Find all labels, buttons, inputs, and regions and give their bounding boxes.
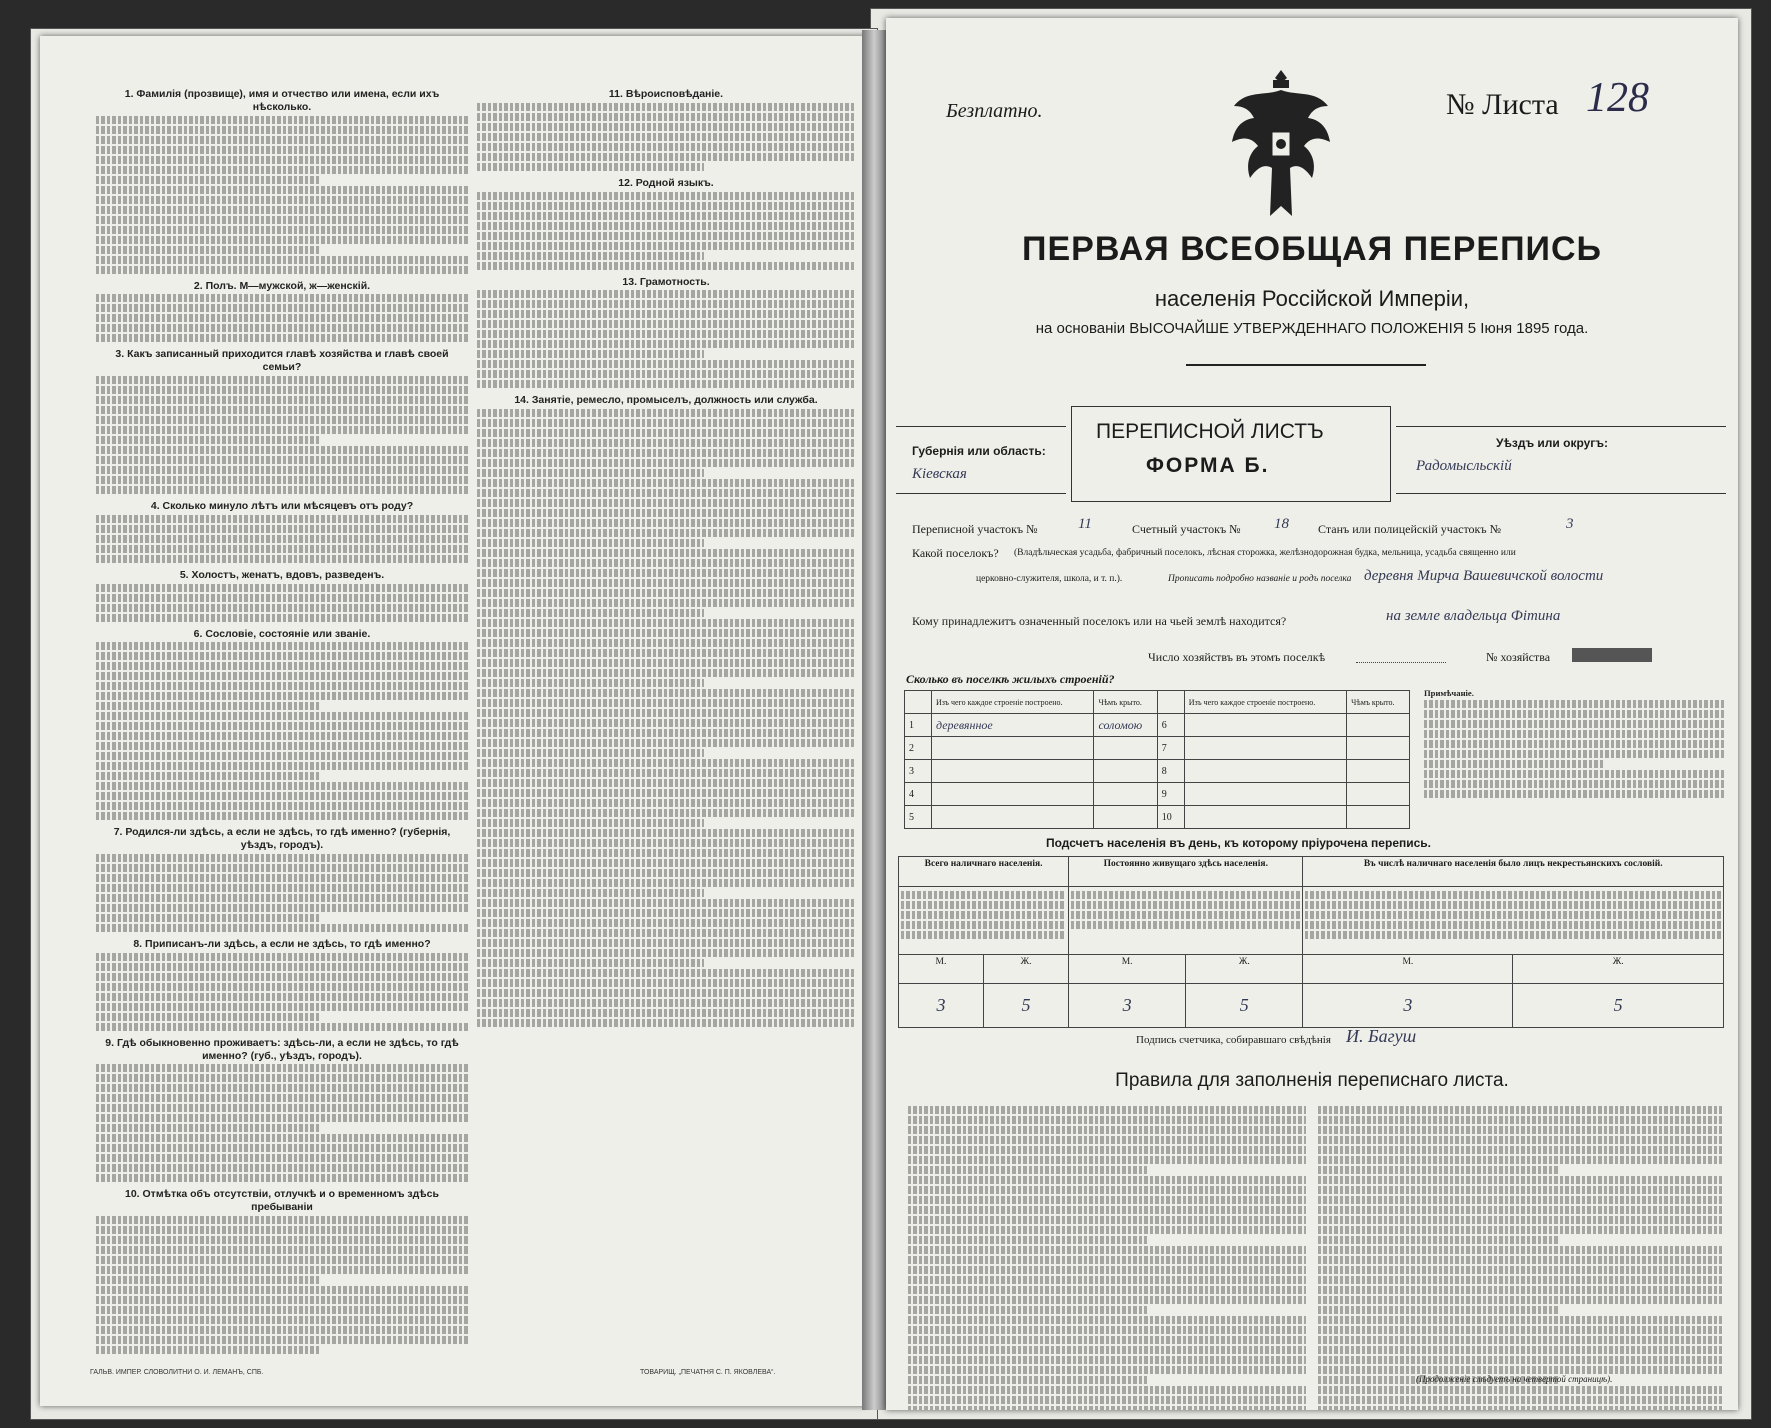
- note-column: [1424, 688, 1724, 800]
- households-label: Число хозяйствъ въ этомъ поселкѣ: [1148, 650, 1326, 664]
- right-page: [886, 18, 1738, 1410]
- pop-value: 5: [983, 984, 1068, 1028]
- note-title: Примѣчаніе.: [1424, 688, 1474, 698]
- buildings-header: Чѣмъ крыто.: [1094, 691, 1157, 714]
- section-heading: 11. Вѣроисповѣданіе.: [608, 88, 724, 100]
- rules-title: Правила для заполненія переписнаго листа.: [1115, 1070, 1509, 1091]
- census-district-value: 11: [1078, 516, 1092, 532]
- guberniya-value: Кіевская: [912, 466, 967, 482]
- printer-footer-left: ГАЛЬВ. ИМПЕР. СЛОВОЛИТНИ О. И. ЛЕМАНЪ, СПБ.: [90, 1369, 264, 1376]
- buildings-body: [905, 714, 1410, 829]
- building-cell: [1094, 806, 1157, 829]
- section-body: [96, 1216, 468, 1354]
- pop-header-non-peasant: Въ числѣ наличнаго населенія было лицъ некрестьянскихъ сословій.: [1303, 857, 1724, 887]
- settlement-hint: (Владѣльческая усадьба, фабричный поселокъ, лѣсная сторожка, желѣзнодорожная будка, мельница, усадьба священно или: [1014, 548, 1516, 558]
- household-no-redacted: [1572, 648, 1652, 662]
- section-body: [96, 116, 468, 274]
- section-body: [96, 1064, 468, 1182]
- building-row: [905, 737, 1410, 760]
- section-body: [96, 376, 468, 494]
- section-body: [477, 103, 855, 171]
- title-divider: [1186, 364, 1426, 366]
- building-cell: 2: [905, 737, 932, 760]
- left-column-2: [477, 82, 855, 1029]
- building-cell: 7: [1157, 737, 1184, 760]
- form-title: ПЕРЕПИСНОЙ ЛИСТЪ: [1096, 420, 1324, 443]
- printer-footer-right: ТОВАРИЩ. „ПЕЧАТНЯ С. П. ЯКОВЛЕВА“.: [640, 1369, 776, 1376]
- settlement-hint-2: церковно-служителя, школа, и т. п.).: [976, 574, 1123, 584]
- section-body: [96, 584, 468, 622]
- section-body: [477, 409, 855, 1027]
- sheet-number-handwritten: 128: [1586, 75, 1649, 121]
- building-row: [905, 714, 1410, 737]
- header-box: [896, 406, 1728, 502]
- pop-sex-label: Ж.: [1186, 954, 1303, 984]
- section-heading: 7. Родился-ли здѣсь, а если не здѣсь, то гдѣ именно? (губернія, уѣздъ, городъ).: [113, 826, 451, 852]
- pop-value: 3: [1303, 984, 1513, 1028]
- building-cell: [1094, 737, 1157, 760]
- census-subtitle: населенія Россійской Имперіи,: [1154, 286, 1470, 311]
- census-basis: на основаніи ВЫСОЧАЙШЕ УТВЕРЖДЕННАГО ПОЛОЖЕНІЯ 5 Іюня 1895 года.: [1035, 320, 1589, 337]
- building-cell: [932, 737, 1094, 760]
- pop-header-permanent: Постоянно живущаго здѣсь населенія.: [1069, 857, 1303, 887]
- owner-label: Кому принадлежитъ означенный поселокъ или на чьей землѣ находится?: [912, 614, 1287, 628]
- population-table: [898, 856, 1724, 1028]
- section-heading: 13. Грамотность.: [622, 275, 710, 288]
- buildings-title: Сколько въ поселкѣ жилыхъ строеній?: [906, 672, 1115, 686]
- section-heading: 6. Сословіе, состояніе или званіе.: [193, 627, 371, 640]
- pop-value: 3: [899, 984, 984, 1028]
- owner-value: на земле владельца Фітина: [1386, 608, 1561, 624]
- pop-header-total: Всего наличнаго населенія.: [899, 857, 1069, 887]
- population-sex-row: [899, 954, 1724, 984]
- section-body: [96, 515, 468, 563]
- building-cell: 3: [905, 760, 932, 783]
- pop-value: 5: [1186, 984, 1303, 1028]
- buildings-header: Изъ чего каждое строеніе построено.: [1184, 691, 1346, 714]
- free-label: Безплатно.: [946, 100, 1043, 122]
- section-body: [96, 294, 468, 342]
- pop-sex-label: М.: [1069, 954, 1186, 984]
- building-cell: 5: [905, 806, 932, 829]
- building-cell: 6: [1157, 714, 1184, 737]
- household-no-label: № хозяйства: [1486, 650, 1551, 664]
- households-field: [1356, 662, 1446, 663]
- pop-sex-label: Ж.: [1513, 954, 1724, 984]
- sheet-number-label: № Листа: [1446, 88, 1559, 121]
- pop-sex-label: Ж.: [983, 954, 1068, 984]
- population-header-row: [899, 857, 1724, 887]
- building-cell: 10: [1157, 806, 1184, 829]
- section-heading: 4. Сколько минуло лѣтъ или мѣсяцевъ отъ роду?: [150, 499, 414, 512]
- section-heading: 9. Гдѣ обыкновенно проживаетъ: здѣсь-ли, а если не здѣсь, то гдѣ именно? (губ., уѣздъ, городъ).: [105, 1036, 459, 1062]
- uezd-value: Радомысльскій: [1416, 458, 1512, 474]
- building-cell: [932, 760, 1094, 783]
- settlement-value: деревня Мирча Вашевичской волости: [1364, 568, 1604, 584]
- stan-label: Станъ или полицейскій участокъ №: [1318, 522, 1502, 536]
- signature-label: Подпись счетчика, собиравшаго свѣдѣнія: [1136, 1034, 1331, 1046]
- building-cell: 1: [905, 714, 932, 737]
- section-heading: 2. Полъ. М—мужской, ж—женскій.: [193, 279, 371, 292]
- guberniya-label: Губернія или область:: [912, 444, 1046, 458]
- building-row: [905, 806, 1410, 829]
- building-cell: 4: [905, 783, 932, 806]
- left-column-1: [96, 82, 468, 1356]
- uezd-label: Уѣздъ или округъ:: [1496, 436, 1609, 450]
- section-body: [477, 192, 855, 270]
- section-heading: 14. Занятіе, ремесло, промыселъ, должность или служба.: [514, 394, 818, 407]
- rules-column-2: [1318, 1104, 1722, 1410]
- buildings-header: Изъ чего каждое строеніе построено.: [932, 691, 1094, 714]
- section-heading: 1. Фамилія (прозвище), имя и отчество или имена, если ихъ нѣсколько.: [124, 88, 440, 113]
- pop-sex-label: М.: [1303, 954, 1513, 984]
- section-heading: 3. Какъ записанный приходится главѣ хозяйства и главѣ своей семьи?: [115, 348, 449, 374]
- building-row: [905, 760, 1410, 783]
- building-row: [905, 783, 1410, 806]
- signature-value: И. Багуш: [1346, 1026, 1417, 1046]
- buildings-header-row: [905, 691, 1410, 714]
- buildings-header: Чѣмъ крыто.: [1347, 691, 1410, 714]
- section-heading: 8. Приписанъ-ли здѣсь, а если не здѣсь, то гдѣ именно?: [133, 937, 431, 950]
- population-values-row: [899, 984, 1724, 1028]
- buildings-table: [904, 690, 1410, 829]
- building-cell: 8: [1157, 760, 1184, 783]
- building-cell: 9: [1157, 783, 1184, 806]
- building-cell: соломою: [1094, 714, 1157, 737]
- rules-continued: (Продолженіе слѣдуетъ на четвертой страницѣ).: [1416, 1374, 1613, 1384]
- pop-value: 3: [1069, 984, 1186, 1028]
- pop-sex-label: М.: [899, 954, 984, 984]
- count-district-label: Счетный участокъ №: [1132, 522, 1241, 536]
- section-heading: 5. Холостъ, женатъ, вдовъ, разведенъ.: [179, 568, 385, 581]
- section-heading: 10. Отмѣтка объ отсутствіи, отлучкѣ и о временномъ здѣсь пребываніи: [125, 1188, 439, 1214]
- guberniya-box: [896, 426, 1066, 494]
- rules-column-1: [908, 1104, 1306, 1410]
- building-cell: [1094, 760, 1157, 783]
- settlement-label: Какой поселокъ?: [912, 546, 999, 560]
- form-subtitle: ФОРМА Б.: [1146, 454, 1270, 477]
- pop-value: 5: [1513, 984, 1724, 1028]
- settlement-hint-3: Прописать подробно названіе и родъ поселка: [1168, 574, 1352, 584]
- section-heading: 12. Родной языкъ.: [618, 176, 714, 189]
- census-title: ПЕРВАЯ ВСЕОБЩАЯ ПЕРЕПИСЬ: [1022, 230, 1602, 268]
- stan-value: 3: [1566, 516, 1574, 532]
- section-body: [477, 290, 855, 388]
- double-headed-eagle-emblem: [1226, 66, 1336, 226]
- section-body: [96, 854, 468, 932]
- left-page: [40, 36, 868, 1406]
- building-cell: [932, 783, 1094, 806]
- census-district-label: Переписной участокъ №: [912, 522, 1038, 536]
- section-body: [96, 642, 468, 820]
- count-district-value: 18: [1274, 516, 1289, 532]
- building-cell: [1094, 783, 1157, 806]
- building-cell: [932, 806, 1094, 829]
- building-cell: деревянное: [932, 714, 1094, 737]
- section-body: [96, 953, 468, 1031]
- population-title: Подсчетъ населенія въ день, къ которому пріурочена перепись.: [1046, 836, 1431, 850]
- population-instructions-row: [899, 886, 1724, 954]
